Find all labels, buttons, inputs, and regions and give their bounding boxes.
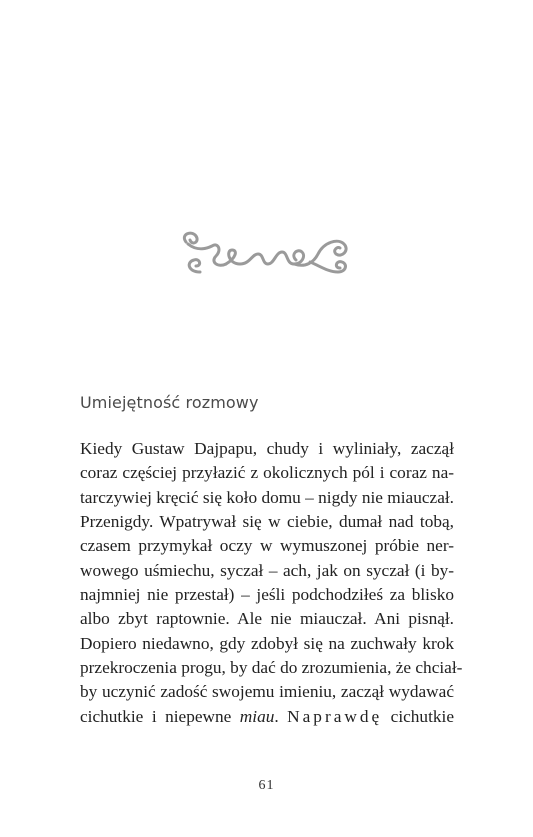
text-segment: . [274,706,288,726]
scroll-flourish-icon [178,228,354,280]
text-segment: Kiedy Gustaw Dajpapu, chudy i wyliniały, zaczął [80,439,454,458]
text-line [80,534,454,558]
text-segment: Naprawdę [287,706,383,726]
text-segment: tarczywiej kręcić się koło domu – nigdy nie miauczał. [80,487,454,507]
text-segment: cichutkie [382,706,454,726]
text-line [80,437,454,461]
text-line [80,656,463,680]
text-segment: by uczynić zadość swojemu imieniu, zaczął wydawać [80,682,454,702]
text-segment: coraz częściej przyłazić z okolicznych pól i coraz na- [80,463,454,483]
text-line [80,461,454,485]
page-number: 61 [258,778,275,793]
text-line [80,705,454,729]
text-segment: miau [239,706,275,726]
text-segment: czasem przymykał oczy w wymuszonej próbie ner- [80,536,454,556]
text-segment: najmniej nie przestał) – jeśli podchodziłeś za blisko [80,585,454,605]
text-segment: cichutkie i niepewne [80,706,240,726]
chapter-title: Umiejętność rozmowy [80,393,259,412]
text-line [80,486,454,510]
text-line [80,680,454,704]
text-line [80,510,454,534]
text-line [80,632,454,656]
text-line [80,559,454,583]
text-segment: Dopiero niedawno, gdy zdobył się na zuchwały krok [80,633,454,653]
body-paragraph [80,437,463,729]
text-segment: wowego uśmiechu, syczał – ach, jak on syczał (i by- [80,560,454,580]
text-segment: albo zbyt raptownie. Ale nie miauczał. Ani pisnął. [80,609,454,629]
text-line [80,607,454,631]
text-segment: przekroczenia progu, by dać do zrozumienia, że chciał- [80,658,463,678]
text-line [80,583,454,607]
text-segment: Przenigdy. Wpatrywał się w ciebie, dumał nad tobą, [80,512,454,532]
